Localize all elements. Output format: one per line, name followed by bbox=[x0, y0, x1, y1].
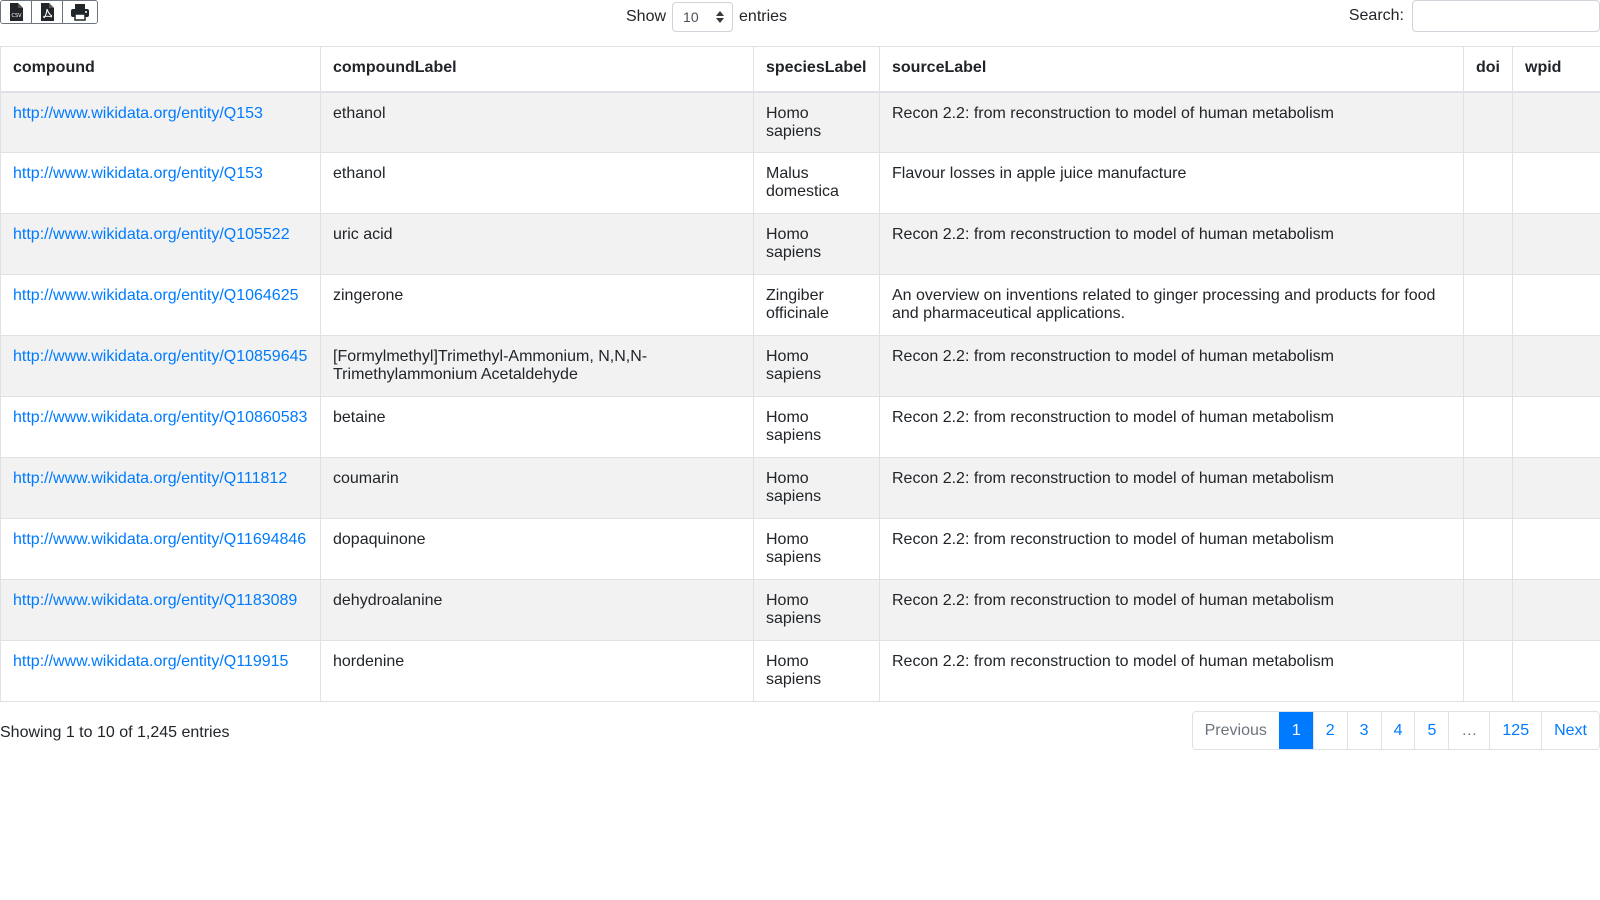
wpid-cell bbox=[1513, 641, 1600, 702]
species-label-cell: Homo sapiens bbox=[754, 519, 880, 580]
compound-link[interactable]: http://www.wikidata.org/entity/Q111812 bbox=[13, 470, 288, 487]
compound-link[interactable]: http://www.wikidata.org/entity/Q153 bbox=[13, 104, 263, 122]
compound-cell bbox=[1, 153, 321, 214]
species-label-cell: Homo sapiens bbox=[754, 580, 880, 641]
doi-cell bbox=[1464, 519, 1513, 580]
compound-cell bbox=[1, 214, 321, 275]
svg-text:CSV: CSV bbox=[11, 13, 22, 19]
species-label-cell: Malus domestica bbox=[754, 153, 880, 214]
next-page-button[interactable]: Next bbox=[1541, 712, 1599, 749]
source-label-cell: Recon 2.2: from reconstruction to model of human metabolism bbox=[880, 580, 1464, 641]
page-button-125[interactable]: 125 bbox=[1489, 712, 1541, 749]
compound-cell bbox=[1, 458, 321, 519]
column-header-wpid[interactable]: wpid bbox=[1513, 47, 1600, 92]
source-label-cell: Recon 2.2: from reconstruction to model of human metabolism bbox=[880, 641, 1464, 702]
source-label-cell: Recon 2.2: from reconstruction to model of human metabolism bbox=[880, 92, 1464, 153]
page-length-control bbox=[626, 2, 787, 32]
doi-cell bbox=[1464, 397, 1513, 458]
compound-label-cell: hordenine bbox=[321, 641, 754, 702]
doi-cell bbox=[1464, 458, 1513, 519]
table-toolbar bbox=[0, 0, 1600, 46]
csv-file-icon bbox=[8, 3, 24, 21]
source-label-cell: Recon 2.2: from reconstruction to model of human metabolism bbox=[880, 336, 1464, 397]
compound-link[interactable]: http://www.wikidata.org/entity/Q1183089 bbox=[13, 592, 298, 609]
compound-cell bbox=[1, 92, 321, 153]
wpid-cell bbox=[1513, 92, 1600, 153]
column-header-doi[interactable]: doi bbox=[1464, 47, 1513, 92]
table-row bbox=[1, 397, 1600, 458]
wpid-cell bbox=[1513, 397, 1600, 458]
compound-link[interactable]: http://www.wikidata.org/entity/Q119915 bbox=[13, 653, 289, 670]
table-row bbox=[1, 580, 1600, 641]
compound-label-cell: ethanol bbox=[321, 153, 754, 214]
compound-cell bbox=[1, 336, 321, 397]
print-button[interactable] bbox=[63, 1, 97, 23]
search-label: Search: bbox=[1348, 7, 1404, 24]
pdf-file-icon bbox=[39, 3, 55, 21]
search-input[interactable] bbox=[1412, 0, 1600, 32]
compound-cell bbox=[1, 275, 321, 336]
page-button-5[interactable]: 5 bbox=[1414, 712, 1448, 749]
page-length-select[interactable] bbox=[672, 2, 733, 32]
source-label-cell: Recon 2.2: from reconstruction to model of human metabolism bbox=[880, 214, 1464, 275]
search-control bbox=[1349, 0, 1600, 32]
doi-cell bbox=[1464, 153, 1513, 214]
species-label-cell: Zingiber officinale bbox=[754, 275, 880, 336]
doi-cell bbox=[1464, 580, 1513, 641]
doi-cell bbox=[1464, 275, 1513, 336]
compound-label-cell: coumarin bbox=[321, 458, 754, 519]
compound-cell bbox=[1, 397, 321, 458]
compound-label-cell: ethanol bbox=[321, 92, 754, 153]
page-length-value: 10 bbox=[683, 9, 699, 25]
compound-link[interactable]: http://www.wikidata.org/entity/Q153 bbox=[13, 165, 263, 182]
export-button-group bbox=[0, 0, 98, 24]
column-header-compound[interactable]: compound bbox=[1, 47, 321, 92]
compound-cell bbox=[1, 580, 321, 641]
compound-link[interactable]: http://www.wikidata.org/entity/Q1064625 bbox=[13, 287, 299, 304]
species-label-cell: Homo sapiens bbox=[754, 92, 880, 153]
doi-cell bbox=[1464, 336, 1513, 397]
species-label-cell: Homo sapiens bbox=[754, 214, 880, 275]
wpid-cell bbox=[1513, 458, 1600, 519]
compound-cell bbox=[1, 641, 321, 702]
doi-cell bbox=[1464, 92, 1513, 153]
species-label-cell: Homo sapiens bbox=[754, 641, 880, 702]
compound-cell bbox=[1, 519, 321, 580]
table-row bbox=[1, 92, 1600, 153]
results-table bbox=[0, 46, 1600, 702]
species-label-cell: Homo sapiens bbox=[754, 336, 880, 397]
source-label-cell: Recon 2.2: from reconstruction to model of human metabolism bbox=[880, 519, 1464, 580]
source-label-cell: Flavour losses in apple juice manufacture bbox=[880, 153, 1464, 214]
table-row bbox=[1, 336, 1600, 397]
compound-label-cell: betaine bbox=[321, 397, 754, 458]
compound-link[interactable]: http://www.wikidata.org/entity/Q10860583 bbox=[13, 409, 308, 426]
page-button-4[interactable]: 4 bbox=[1381, 712, 1415, 749]
table-footer bbox=[0, 702, 1600, 772]
compound-link[interactable]: http://www.wikidata.org/entity/Q11694846 bbox=[13, 531, 307, 548]
species-label-cell: Homo sapiens bbox=[754, 458, 880, 519]
pagination bbox=[1192, 711, 1600, 750]
column-header-sourcelabel[interactable]: sourceLabel bbox=[880, 47, 1464, 92]
wpid-cell bbox=[1513, 153, 1600, 214]
csv-export-button[interactable] bbox=[1, 1, 32, 23]
doi-cell bbox=[1464, 214, 1513, 275]
table-row bbox=[1, 641, 1600, 702]
show-label: Show bbox=[626, 8, 667, 25]
table-row bbox=[1, 214, 1600, 275]
compound-link[interactable]: http://www.wikidata.org/entity/Q10859645 bbox=[13, 348, 308, 365]
table-row bbox=[1, 275, 1600, 336]
source-label-cell: Recon 2.2: from reconstruction to model of human metabolism bbox=[880, 458, 1464, 519]
wpid-cell bbox=[1513, 275, 1600, 336]
compound-label-cell: zingerone bbox=[321, 275, 754, 336]
species-label-cell: Homo sapiens bbox=[754, 397, 880, 458]
compound-label-cell: dopaquinone bbox=[321, 519, 754, 580]
header-row bbox=[1, 47, 1600, 92]
page-button-2[interactable]: 2 bbox=[1313, 712, 1347, 749]
print-icon bbox=[70, 3, 90, 21]
wpid-cell bbox=[1513, 336, 1600, 397]
compound-label-cell: dehydroalanine bbox=[321, 580, 754, 641]
page-button-3[interactable]: 3 bbox=[1347, 712, 1381, 749]
column-header-compoundlabel[interactable]: compoundLabel bbox=[321, 47, 754, 92]
source-label-cell: Recon 2.2: from reconstruction to model of human metabolism bbox=[880, 397, 1464, 458]
table-row bbox=[1, 458, 1600, 519]
wpid-cell bbox=[1513, 214, 1600, 275]
wpid-cell bbox=[1513, 519, 1600, 580]
compound-label-cell: uric acid bbox=[321, 214, 754, 275]
compound-label-cell: [Formylmethyl]Trimethyl-Ammonium, N,N,N-Trimethylammonium Acetaldehyde bbox=[321, 336, 754, 397]
entries-label: entries bbox=[739, 8, 788, 25]
compound-link[interactable]: http://www.wikidata.org/entity/Q105522 bbox=[13, 226, 290, 243]
select-arrows-icon bbox=[716, 11, 724, 23]
table-row bbox=[1, 519, 1600, 580]
pdf-export-button[interactable] bbox=[32, 1, 63, 23]
source-label-cell: An overview on inventions related to ginger processing and products for food and pharmaceutical applications. bbox=[880, 275, 1464, 336]
table-row bbox=[1, 153, 1600, 214]
entries-info: Showing 1 to 10 of 1,245 entries bbox=[0, 724, 230, 741]
doi-cell bbox=[1464, 641, 1513, 702]
pagination-ellipsis: … bbox=[1448, 712, 1489, 749]
previous-page-button[interactable]: Previous bbox=[1193, 712, 1279, 749]
column-header-specieslabel[interactable]: speciesLabel bbox=[754, 47, 880, 92]
page-button-1[interactable]: 1 bbox=[1279, 712, 1313, 749]
wpid-cell bbox=[1513, 580, 1600, 641]
